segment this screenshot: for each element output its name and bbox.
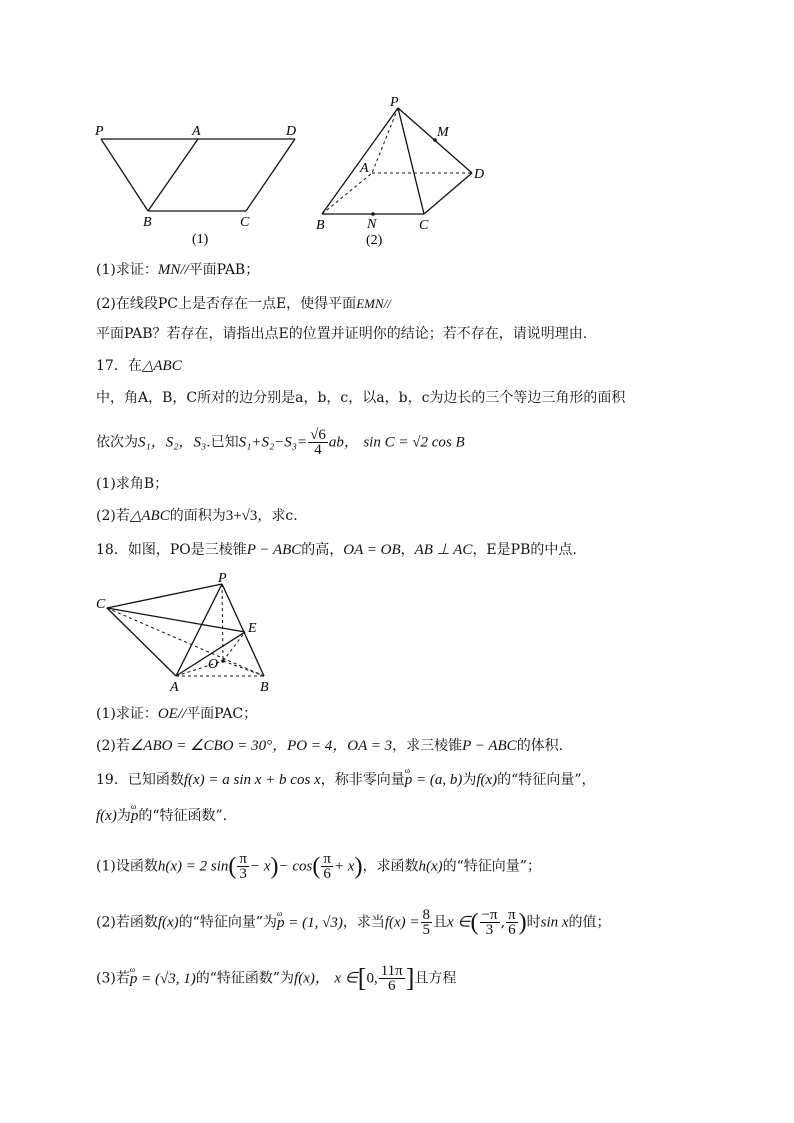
q17-line3: 依次为S₁，S₂，S₃.已知S₁+S₂−S₃= $\frac{√6}{4}$ ab， sin C = √2 cos B xyxy=(96,427,465,458)
fig1-label-d: D xyxy=(286,124,297,139)
q18-label-a: A xyxy=(170,680,179,695)
q19-part1: (1)设函数h(x) = 2 sin( $\frac{\pi}{3}$ − x)− cos( $\frac{\pi}{6}$ + x)，求函数h(x)的“特征向量”； xyxy=(96,851,541,882)
q17-part2: (2)若△ABC的面积为3+√3，求c. xyxy=(96,508,298,524)
q16-part1: (1)求证：MN//平面PAB； xyxy=(96,262,260,278)
fig1-label-b: B xyxy=(143,215,152,230)
q17-line2: 中，角A，B，C所对的边分别是a，b，c，以a，b，c为边长的三个等边三角形的面积 xyxy=(96,390,626,406)
fig2-label-d: D xyxy=(474,167,485,182)
fig1-label-c: C xyxy=(240,215,250,230)
fig1-label-a: A xyxy=(192,124,201,139)
fig2-caption: (2) xyxy=(366,233,383,248)
q19-line2: f(x)为ω p的“特征函数”. xyxy=(96,806,227,826)
q18-head: 18．如图，PO是三棱锥P − ABC的高，OA = OB，AB ⊥ AC，E是PB的中点. xyxy=(96,542,577,558)
fig2-label-a: A xyxy=(360,161,369,176)
fig2-label-n: N xyxy=(367,217,377,232)
q17-head: 17．在△ABC xyxy=(96,358,182,374)
figure-q18-tetrahedron xyxy=(92,570,292,698)
fig2-label-c: C xyxy=(419,218,429,233)
q18-label-e: E xyxy=(248,621,257,636)
fig1-caption: (1) xyxy=(192,232,209,246)
q18-label-c: C xyxy=(96,597,106,612)
figure-1-trapezoid xyxy=(88,116,318,246)
figure-2-pyramid xyxy=(312,92,502,248)
fig2-label-m: M xyxy=(437,125,449,140)
q18-label-p: P xyxy=(218,571,227,586)
q16-part2: (2)在线段PC上是否存在一点E，使得平面EMN// xyxy=(96,296,391,312)
q16-part2-cont: 平面PAB？若存在，请指出点E的位置并证明你的结论；若不存在，请说明理由. xyxy=(96,326,588,342)
q19-head: 19．已知函数f(x) = a sin x + b cos x，称非零向量ω p = (a, b)为f(x)的“特征向量”， xyxy=(96,770,595,790)
q18-label-o: O xyxy=(208,657,219,672)
fig1-label-p: P xyxy=(95,124,104,139)
q18-label-b: B xyxy=(260,680,269,695)
q19-part2: (2)若函数f(x)的“特征向量”为ω p = (1, √3)，求当f(x) = $\frac{8}{5}$ 且x ∈( $\frac{-\pi}{3}$ , $\frac{\pi}{6}$ )时sin x的值； xyxy=(96,908,611,937)
fig2-label-b: B xyxy=(316,218,325,233)
q18-part2: (2)若∠ABO = ∠CBO = 30°，PO = 4，OA = 3，求三棱锥P − ABC的体积. xyxy=(96,738,564,754)
q19-part3: (3)若ω p = (√3, 1)的“特征函数”为f(x)， x ∈[0, $\frac{11\pi}{6}$ ]且方程 xyxy=(96,964,456,993)
fig2-label-p: P xyxy=(390,95,399,110)
q17-part1: (1)求角B； xyxy=(96,476,169,492)
q18-part1: (1)求证：OE//平面PAC； xyxy=(96,706,258,722)
